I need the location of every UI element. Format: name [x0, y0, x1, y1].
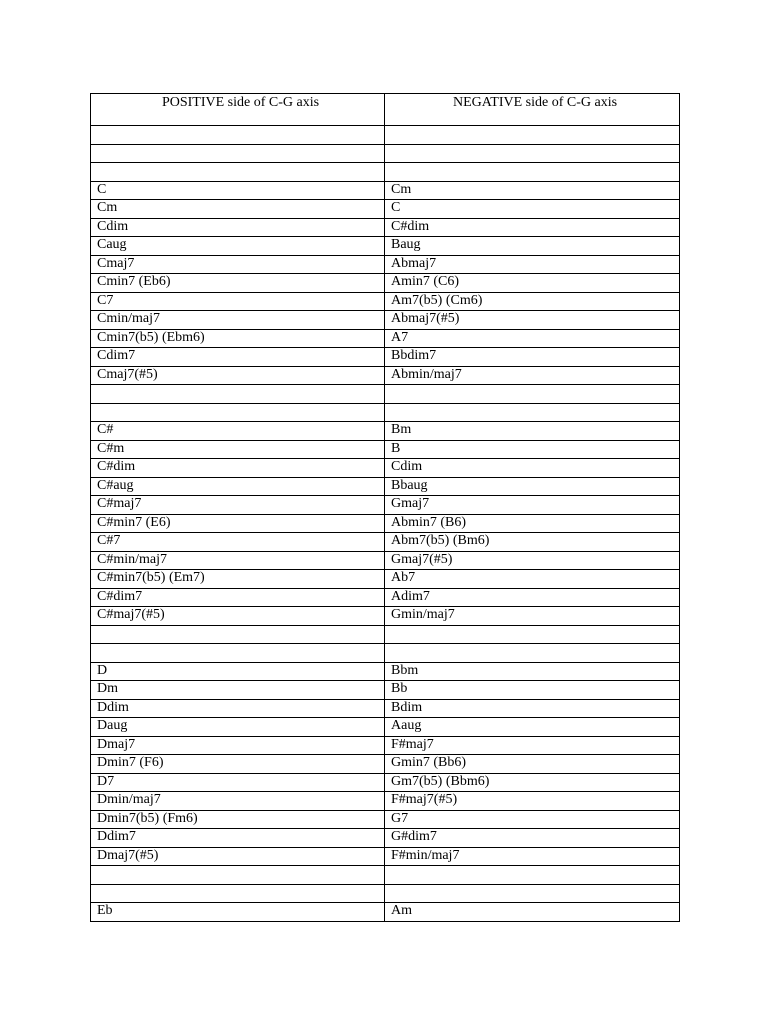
- negative-chord-cell: C: [385, 200, 680, 219]
- negative-chord-cell: Abmaj7(#5): [385, 311, 680, 330]
- table-row: [91, 348, 680, 367]
- table-row: [91, 829, 680, 848]
- table-row: [91, 644, 680, 663]
- positive-chord-cell: C7: [91, 292, 385, 311]
- table-row: [91, 847, 680, 866]
- positive-chord-cell: C#dim7: [91, 588, 385, 607]
- table-row: [91, 181, 680, 200]
- positive-chord-cell: C#maj7: [91, 496, 385, 515]
- positive-chord-cell: Dm: [91, 681, 385, 700]
- positive-chord-cell: Eb: [91, 903, 385, 922]
- table-row: [91, 736, 680, 755]
- table-row: [91, 255, 680, 274]
- negative-chord-cell: Bbm: [385, 662, 680, 681]
- negative-chord-cell: C#dim: [385, 218, 680, 237]
- table-row: [91, 329, 680, 348]
- table-row: [91, 866, 680, 885]
- table-row: [91, 311, 680, 330]
- positive-chord-cell: Daug: [91, 718, 385, 737]
- positive-chord-cell: Dmaj7: [91, 736, 385, 755]
- table-row: [91, 551, 680, 570]
- negative-chord-cell: Bdim: [385, 699, 680, 718]
- positive-chord-cell: C#min7 (E6): [91, 514, 385, 533]
- negative-chord-cell: Ab7: [385, 570, 680, 589]
- negative-chord-cell: F#maj7: [385, 736, 680, 755]
- positive-chord-cell: Cdim7: [91, 348, 385, 367]
- negative-chord-cell: Abm7(b5) (Bm6): [385, 533, 680, 552]
- positive-chord-cell: C#min7(b5) (Em7): [91, 570, 385, 589]
- table-row: [91, 163, 680, 182]
- table-row: [91, 218, 680, 237]
- positive-chord-cell: [91, 163, 385, 182]
- positive-chord-cell: Cmin7(b5) (Ebm6): [91, 329, 385, 348]
- positive-chord-cell: C#m: [91, 440, 385, 459]
- negative-chord-cell: [385, 644, 680, 663]
- negative-chord-cell: [385, 884, 680, 903]
- table-row: [91, 274, 680, 293]
- positive-chord-cell: C#maj7(#5): [91, 607, 385, 626]
- negative-chord-cell: Gmin/maj7: [385, 607, 680, 626]
- table-row: [91, 570, 680, 589]
- positive-chord-cell: C: [91, 181, 385, 200]
- positive-chord-cell: C#: [91, 422, 385, 441]
- negative-chord-cell: [385, 625, 680, 644]
- positive-chord-cell: Cm: [91, 200, 385, 219]
- positive-chord-cell: Ddim: [91, 699, 385, 718]
- positive-chord-cell: Dmin/maj7: [91, 792, 385, 811]
- positive-chord-cell: Cdim: [91, 218, 385, 237]
- positive-chord-cell: D7: [91, 773, 385, 792]
- negative-chord-cell: G7: [385, 810, 680, 829]
- table-row: [91, 366, 680, 385]
- table-row: [91, 718, 680, 737]
- negative-chord-cell: Gmaj7: [385, 496, 680, 515]
- negative-chord-cell: [385, 126, 680, 145]
- negative-chord-cell: Abmaj7: [385, 255, 680, 274]
- chord-axis-table: [90, 93, 680, 922]
- negative-chord-cell: Gmin7 (Bb6): [385, 755, 680, 774]
- table-row: [91, 496, 680, 515]
- positive-chord-cell: Dmin7 (F6): [91, 755, 385, 774]
- positive-chord-cell: C#min/maj7: [91, 551, 385, 570]
- negative-side-header: NEGATIVE side of C-G axis: [385, 94, 680, 126]
- negative-chord-cell: Baug: [385, 237, 680, 256]
- table-row: [91, 385, 680, 404]
- positive-chord-cell: Cmaj7(#5): [91, 366, 385, 385]
- positive-chord-cell: Dmaj7(#5): [91, 847, 385, 866]
- table-row: [91, 422, 680, 441]
- table-row: [91, 477, 680, 496]
- negative-chord-cell: [385, 163, 680, 182]
- table-row: [91, 403, 680, 422]
- positive-chord-cell: D: [91, 662, 385, 681]
- negative-chord-cell: Adim7: [385, 588, 680, 607]
- table-row: [91, 773, 680, 792]
- table-row: [91, 681, 680, 700]
- table-row: [91, 699, 680, 718]
- table-row: [91, 144, 680, 163]
- table-row: [91, 792, 680, 811]
- table-row: [91, 459, 680, 478]
- negative-chord-cell: Am7(b5) (Cm6): [385, 292, 680, 311]
- positive-chord-cell: C#dim: [91, 459, 385, 478]
- positive-chord-cell: [91, 144, 385, 163]
- negative-chord-cell: [385, 144, 680, 163]
- negative-chord-cell: Bbaug: [385, 477, 680, 496]
- negative-chord-cell: A7: [385, 329, 680, 348]
- positive-chord-cell: [91, 884, 385, 903]
- negative-chord-cell: Aaug: [385, 718, 680, 737]
- table-row: [91, 237, 680, 256]
- positive-chord-cell: Ddim7: [91, 829, 385, 848]
- positive-chord-cell: [91, 625, 385, 644]
- positive-chord-cell: C#aug: [91, 477, 385, 496]
- negative-chord-cell: G#dim7: [385, 829, 680, 848]
- negative-chord-cell: Gmaj7(#5): [385, 551, 680, 570]
- positive-chord-cell: C#7: [91, 533, 385, 552]
- table-row: [91, 533, 680, 552]
- table-header-row: [91, 94, 680, 126]
- positive-chord-cell: [91, 385, 385, 404]
- positive-side-header: POSITIVE side of C-G axis: [91, 94, 385, 126]
- negative-chord-cell: Amin7 (C6): [385, 274, 680, 293]
- negative-chord-cell: Cm: [385, 181, 680, 200]
- positive-chord-cell: [91, 866, 385, 885]
- table-row: [91, 292, 680, 311]
- table-body: [91, 126, 680, 922]
- table-row: [91, 625, 680, 644]
- positive-chord-cell: Cmin7 (Eb6): [91, 274, 385, 293]
- table-row: [91, 662, 680, 681]
- negative-chord-cell: [385, 385, 680, 404]
- table-row: [91, 884, 680, 903]
- negative-chord-cell: Bbdim7: [385, 348, 680, 367]
- positive-chord-cell: [91, 126, 385, 145]
- negative-chord-cell: Am: [385, 903, 680, 922]
- positive-chord-cell: Cmaj7: [91, 255, 385, 274]
- table-row: [91, 440, 680, 459]
- negative-chord-cell: Abmin/maj7: [385, 366, 680, 385]
- table-row: [91, 903, 680, 922]
- positive-chord-cell: [91, 403, 385, 422]
- negative-chord-cell: [385, 866, 680, 885]
- negative-chord-cell: F#maj7(#5): [385, 792, 680, 811]
- negative-chord-cell: Bb: [385, 681, 680, 700]
- negative-chord-cell: Bm: [385, 422, 680, 441]
- table-row: [91, 810, 680, 829]
- table-row: [91, 755, 680, 774]
- positive-chord-cell: Dmin7(b5) (Fm6): [91, 810, 385, 829]
- table-row: [91, 200, 680, 219]
- table-row: [91, 126, 680, 145]
- negative-chord-cell: [385, 403, 680, 422]
- negative-chord-cell: B: [385, 440, 680, 459]
- table-row: [91, 514, 680, 533]
- positive-chord-cell: Cmin/maj7: [91, 311, 385, 330]
- negative-chord-cell: F#min/maj7: [385, 847, 680, 866]
- negative-chord-cell: Cdim: [385, 459, 680, 478]
- positive-chord-cell: Caug: [91, 237, 385, 256]
- positive-chord-cell: [91, 644, 385, 663]
- negative-chord-cell: Gm7(b5) (Bbm6): [385, 773, 680, 792]
- table-row: [91, 607, 680, 626]
- negative-chord-cell: Abmin7 (B6): [385, 514, 680, 533]
- table-row: [91, 588, 680, 607]
